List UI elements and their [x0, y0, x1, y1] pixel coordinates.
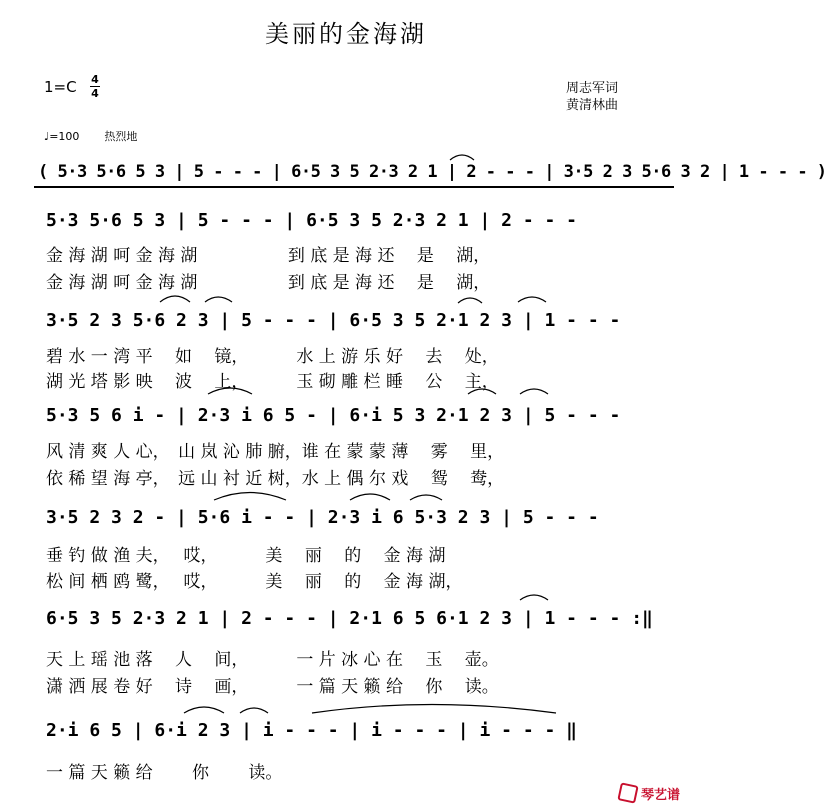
- system-5-lyric-2: 潇 洒 展 卷 好 诗 画， 一 篇 天 籁 给 你 读。: [46, 677, 499, 697]
- watermark-text: 琴艺谱: [640, 788, 680, 803]
- song-title: 美丽的金海湖: [265, 20, 427, 48]
- system-3-lyric-2: 依 稀 望 海 亭， 远 山 衬 近 树，水 上 偶 尔 戏 鸳 鸯，: [46, 469, 505, 489]
- system-6-notes: 2·i 6 5 | 6·i 2 3 | i - - - | i - - - | i - - - ‖: [46, 720, 578, 741]
- tempo-expression: 热烈地: [104, 130, 138, 143]
- slur-arc: [160, 296, 190, 302]
- slur-arc: [520, 389, 548, 394]
- system-5-notes: 6·5 3 5 2·3 2 1 | 2 - - - | 2·1 6 5 6·1 2 3 | 1 - - - :‖: [46, 608, 653, 629]
- system-1-lyric-1: 金 海 湖 呵 金 海 湖 到 底 是 海 还 是 湖，: [46, 246, 491, 266]
- key-signature: 1=C: [44, 78, 77, 96]
- system-3-notes: 5·3 5 6 i - | 2·3 i 6 5 - | 6·i 5 3 2·1 2 3 | 5 - - -: [46, 405, 621, 426]
- tempo-bpm: ♩=100: [44, 130, 80, 143]
- system-5-lyric-1: 天 上 瑶 池 落 人 间， 一 片 冰 心 在 玉 壶。: [46, 650, 499, 670]
- system-1-lyric-2: 金 海 湖 呵 金 海 湖 到 底 是 海 还 是 湖，: [46, 273, 491, 293]
- system-6-lyric-1: 一 篇 天 籁 给 你 读。: [46, 763, 283, 783]
- slur-arc: [458, 298, 482, 303]
- lyricist-credit: 周志军词: [566, 81, 619, 96]
- system-2-notes: 3·5 2 3 5·6 2 3 | 5 - - - | 6·5 3 5 2·1 2 3 | 1 - - -: [46, 310, 621, 331]
- system-4-lyric-1: 垂 钓 做 渔 夫， 哎， 美 丽 的 金 海 湖: [46, 546, 446, 566]
- system-2-lyric-1: 碧 水 一 湾 平 如 镜， 水 上 游 乐 好 去 处，: [46, 347, 499, 367]
- time-signature: [90, 74, 100, 99]
- slur-arc: [518, 297, 546, 302]
- system-4-lyric-2: 松 间 栖 鸥 鹭， 哎， 美 丽 的 金 海 湖，: [46, 572, 463, 592]
- slur-arc: [240, 708, 268, 713]
- logo-icon: [617, 782, 638, 803]
- time-signature-bottom: 4: [91, 87, 99, 100]
- time-signature-top: 4: [91, 73, 99, 86]
- slur-arc: [184, 707, 224, 713]
- watermark: [619, 784, 680, 803]
- system-1-notes: 5·3 5·6 5 3 | 5 - - - | 6·5 3 5 2·3 2 1 | 2 - - -: [46, 210, 578, 231]
- slur-arc: [520, 595, 548, 600]
- tempo-marking: [44, 128, 137, 144]
- slur-arc: [410, 495, 442, 500]
- slur-arc: [312, 705, 556, 714]
- prelude-notes: ( 5·3 5·6 5 3 | 5 - - - | 6·5 3 5 2·3 2 1 | 2 - - - | 3·5 2 3 5·6 3 2 | 1 - - - ): [38, 162, 827, 182]
- slur-arc: [450, 155, 474, 160]
- underline-decor: [34, 186, 674, 188]
- composer-credit: 黄清林曲: [566, 98, 619, 113]
- system-3-lyric-1: 风 清 爽 人 心， 山 岚 沁 肺 腑，谁 在 蒙 蒙 薄 雾 里，: [46, 442, 505, 462]
- slur-arc: [214, 493, 286, 501]
- system-2-lyric-2: 湖 光 塔 影 映 波 上， 玉 砌 雕 栏 睡 公 主，: [46, 372, 499, 392]
- system-4-notes: 3·5 2 3 2 - | 5·6 i - - | 2·3 i 6 5·3 2 3 | 5 - - -: [46, 507, 599, 528]
- slur-arc: [205, 297, 232, 302]
- credits: [566, 80, 618, 114]
- slur-arc: [350, 494, 390, 500]
